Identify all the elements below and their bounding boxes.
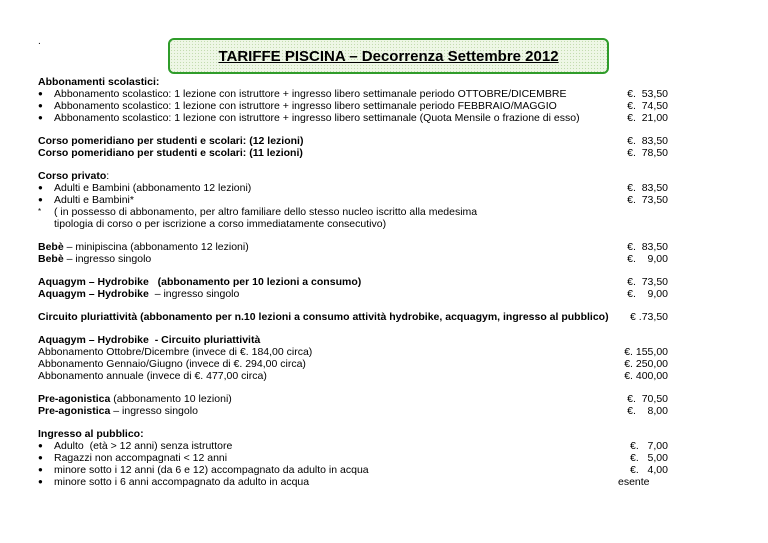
bullet-icon: ● <box>38 183 43 192</box>
section-preagonistica <box>38 393 668 417</box>
list-item: ● Adulti e Bambini* €. 73,50 <box>38 194 668 206</box>
section-circuito-abbonamenti <box>38 334 668 382</box>
price: €. 83,50 <box>627 182 668 194</box>
bullet-icon: ● <box>38 465 43 474</box>
section-heading: Ingresso al pubblico: <box>38 428 144 440</box>
section-heading: Corso privato : <box>38 170 110 182</box>
section-aquagym <box>38 276 668 300</box>
list-item: Pre-agonistica – ingresso singolo €. 8,00 <box>38 405 668 417</box>
list-item: Bebè – ingresso singolo €. 9,00 <box>38 253 668 265</box>
note: * ( in possesso di abbonamento, per altro familiare dello stesso nucleo iscritto alla medesima <box>38 206 478 218</box>
price: €. 5,00 <box>630 452 668 464</box>
price: €. 74,50 <box>627 100 668 112</box>
title-box <box>168 38 609 74</box>
section-circuito <box>38 311 668 323</box>
list-item: Aquagym – Hydrobike – ingresso singolo €. 9,00 <box>38 288 668 300</box>
list-item: ● Abbonamento scolastico: 1 lezione con istruttore + ingresso libero settimanale periodo FEBBRAIO/MAGGIO €. 74,50 <box>38 100 668 112</box>
section-bebe <box>38 241 668 265</box>
bullet-icon: ● <box>38 477 43 486</box>
list-item: Corso pomeridiano per studenti e scolari: (11 lezioni) €. 78,50 <box>38 147 668 159</box>
section-heading: Abbonamenti scolastici: <box>38 76 160 88</box>
bullet-icon: ● <box>38 101 43 110</box>
price: €. 78,50 <box>627 147 668 159</box>
section-pomeridiano <box>38 135 668 159</box>
price: €. 8,00 <box>627 405 668 417</box>
price: €. 73,50 <box>627 276 668 288</box>
list-item: ● minore sotto i 6 anni accompagnato da adulto in acqua esente <box>38 476 668 488</box>
price: €. 83,50 <box>627 135 668 147</box>
price: €. 9,00 <box>627 253 668 265</box>
note: tipologia di corso o per iscrizione a corso immediatamente consecutivo) <box>54 218 387 230</box>
price: €. 155,00 <box>624 346 668 358</box>
list-item: Abbonamento Gennaio/Giugno (invece di €. 294,00 circa) €. 250,00 <box>38 358 668 370</box>
price: €. 73,50 <box>627 194 668 206</box>
list-item: Aquagym – Hydrobike (abbonamento per 10 lezioni a consumo) €. 73,50 <box>38 276 668 288</box>
section-privato <box>38 170 668 230</box>
bullet-icon: ● <box>38 113 43 122</box>
price: €. 7,00 <box>630 440 668 452</box>
bullet-icon: ● <box>38 195 43 204</box>
price: €. 21,00 <box>627 112 668 124</box>
list-item: Pre-agonistica (abbonamento 10 lezioni) €. 70,50 <box>38 393 668 405</box>
price: €. 250,00 <box>624 358 668 370</box>
price: esente <box>618 476 650 488</box>
list-item: ● minore sotto i 12 anni (da 6 e 12) accompagnato da adulto in acqua €. 4,00 <box>38 464 668 476</box>
bullet-icon: ● <box>38 453 43 462</box>
bullet-icon: ● <box>38 89 43 98</box>
price: € .73,50 <box>630 311 668 323</box>
price: €. 4,00 <box>630 464 668 476</box>
list-item: Corso pomeridiano per studenti e scolari: (12 lezioni) €. 83,50 <box>38 135 668 147</box>
list-item: Abbonamento annuale (invece di €. 477,00 circa) €. 400,00 <box>38 370 668 382</box>
price: €. 9,00 <box>627 288 668 300</box>
price: €. 400,00 <box>624 370 668 382</box>
list-item: ● Abbonamento scolastico: 1 lezione con istruttore + ingresso libero settimanale periodo OTTOBRE/DICEMBRE €. 53,50 <box>38 88 668 100</box>
stray-dot: . <box>38 36 41 47</box>
price: €. 70,50 <box>627 393 668 405</box>
page-title: TARIFFE PISCINA – Decorrenza Settembre 2012 <box>218 47 559 65</box>
price: €. 53,50 <box>627 88 668 100</box>
section-heading: Aquagym – Hydrobike - Circuito pluriattività <box>38 334 261 346</box>
list-item: ● Abbonamento scolastico: 1 lezione con istruttore + ingresso libero settimanale (Quota Mensile o frazione di esso) €. 21,00 <box>38 112 668 124</box>
list-item: ● Adulti e Bambini (abbonamento 12 lezioni) €. 83,50 <box>38 182 668 194</box>
list-item: ● Ragazzi non accompagnati < 12 anni €. 5,00 <box>38 452 668 464</box>
section-scolastici <box>38 76 668 124</box>
list-item: ● Adulto (età > 12 anni) senza istruttore €. 7,00 <box>38 440 668 452</box>
price-list <box>38 76 668 499</box>
list-item: Bebè – minipiscina (abbonamento 12 lezioni) €. 83,50 <box>38 241 668 253</box>
price: €. 83,50 <box>627 241 668 253</box>
bullet-icon: ● <box>38 441 43 450</box>
asterisk-icon: * <box>38 207 42 216</box>
list-item: Abbonamento Ottobre/Dicembre (invece di €. 184,00 circa) €. 155,00 <box>38 346 668 358</box>
list-item: Circuito pluriattività (abbonamento per n.10 lezioni a consumo attività hydrobike, acquagym, ingresso al pubblico) € .73,50 <box>38 311 668 323</box>
section-pubblico <box>38 428 668 488</box>
